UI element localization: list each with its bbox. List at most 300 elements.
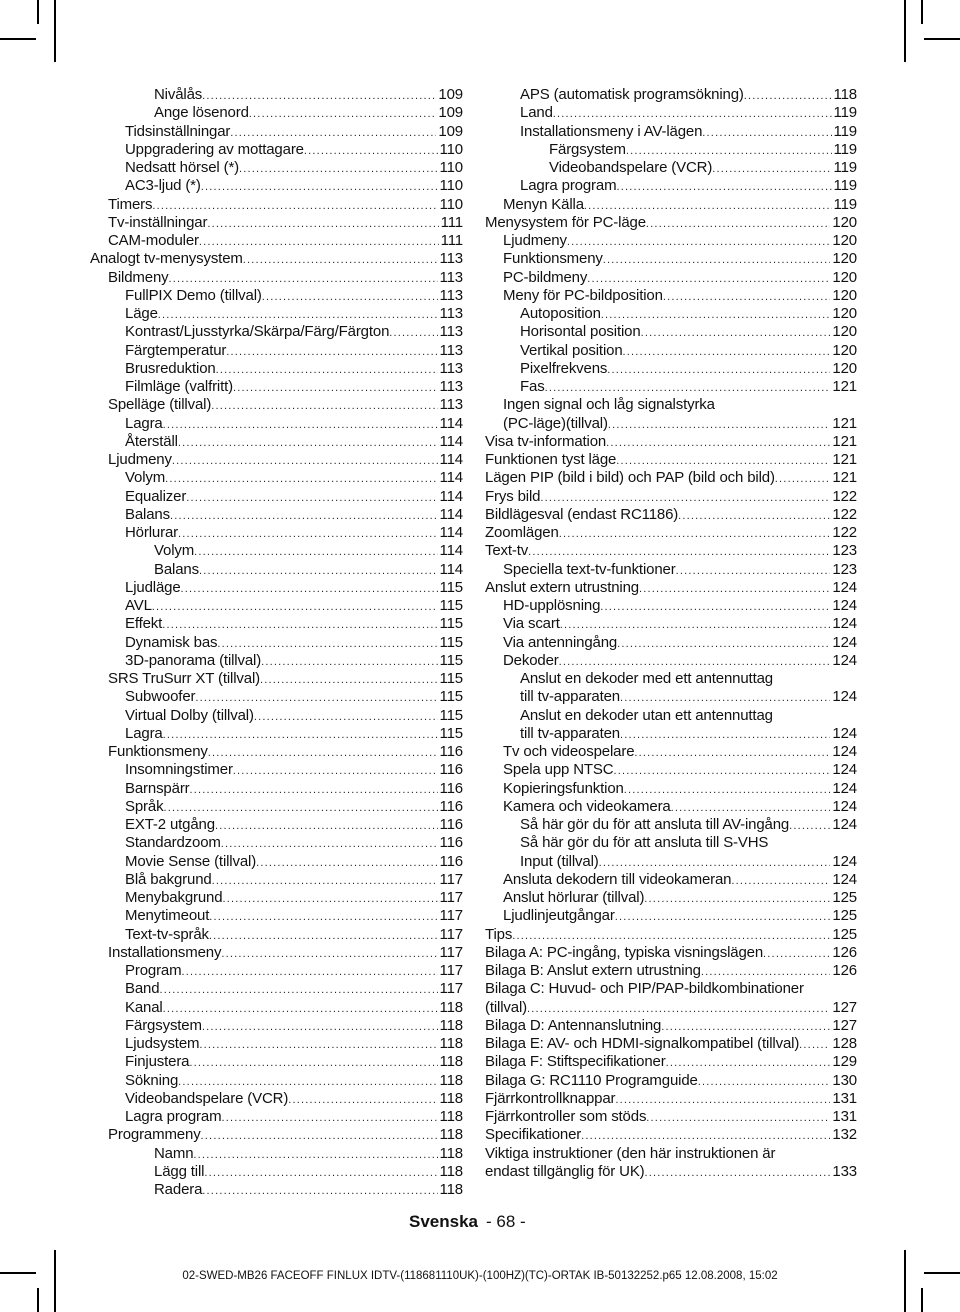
toc-dot-leader	[540, 489, 830, 507]
crop-mark	[54, 0, 56, 62]
toc-entry-title: Videobandspelare (VCR)	[125, 1089, 289, 1107]
toc-entry-title: Virtual Dolby (tillval)	[125, 706, 254, 724]
toc-page-number: 124	[832, 761, 857, 779]
toc-entry	[485, 506, 857, 524]
toc-page-number: 115	[439, 670, 463, 687]
toc-entry	[485, 305, 857, 323]
toc-entry	[485, 488, 857, 506]
toc-entry-title: Installationsmeny i AV-lägen	[520, 122, 703, 140]
toc-entry	[485, 415, 857, 433]
toc-page-number: 124	[832, 688, 857, 706]
toc-entry-title: Lägen PIP (bild i bild) och PAP (bild och bild)	[485, 469, 775, 487]
toc-entry	[485, 123, 857, 141]
toc-entry	[485, 141, 857, 159]
toc-page-number: 118	[439, 1108, 463, 1125]
toc-dot-leader	[181, 963, 437, 981]
toc-entry	[485, 1017, 857, 1035]
toc-page-number: 126	[832, 943, 857, 961]
toc-dot-leader	[613, 762, 830, 780]
toc-dot-leader	[559, 525, 831, 543]
toc-page-number: 113	[439, 286, 463, 304]
toc-page-number: 124	[832, 852, 857, 870]
toc-page-number: 116	[439, 852, 463, 870]
toc-entry	[90, 1181, 463, 1199]
toc-entry-title: Via antenningång	[503, 633, 618, 651]
toc-entry	[90, 123, 463, 141]
toc-dot-leader	[163, 416, 438, 434]
toc-page-number: 127	[832, 1016, 857, 1034]
toc-page-number: 121	[832, 414, 857, 432]
toc-dot-leader	[744, 87, 832, 105]
toc-page-number: 120	[832, 268, 857, 286]
toc-entry	[90, 561, 463, 579]
toc-page-number: 114	[439, 505, 463, 523]
toc-dot-leader	[512, 927, 830, 945]
toc-entry-title: Text-tv-språk	[125, 925, 209, 943]
toc-entry	[90, 232, 463, 250]
toc-page-number: 119	[833, 177, 857, 195]
toc-dot-leader	[626, 142, 832, 160]
toc-entry	[90, 433, 463, 451]
toc-entry	[90, 999, 463, 1017]
toc-page-number: 113	[439, 341, 463, 359]
toc-page-number: 115	[439, 578, 463, 596]
toc-dot-leader	[243, 251, 438, 269]
toc-dot-leader	[233, 762, 438, 780]
toc-dot-leader	[581, 1127, 830, 1145]
toc-entry	[485, 1145, 857, 1163]
toc-dot-leader	[152, 598, 438, 616]
toc-entry-title: 3D-panorama (tillval)	[125, 651, 262, 669]
toc-page-number: 115	[439, 688, 463, 706]
toc-page-number: 124	[832, 724, 857, 742]
toc-entry-title: Visa tv-information	[485, 432, 607, 450]
toc-entry-title: Menysystem för PC-läge	[485, 213, 646, 231]
toc-entry-title: Menybakgrund	[125, 889, 223, 906]
toc-entry	[485, 579, 857, 597]
toc-entry	[485, 159, 857, 177]
toc-dot-leader	[193, 1146, 437, 1164]
toc-page-number: 117	[439, 962, 463, 979]
toc-page-number: 115	[439, 706, 463, 724]
toc-page-number: 115	[439, 597, 463, 614]
toc-page-number: 115	[439, 615, 463, 633]
toc-page-number: 116	[439, 816, 463, 833]
toc-dot-leader	[152, 197, 437, 215]
toc-page-number: 114	[439, 451, 463, 468]
toc-page-number: 133	[832, 1162, 857, 1180]
toc-entry	[485, 597, 857, 615]
toc-entry-title: Effekt	[125, 615, 163, 633]
toc-entry-title: Spelläge (tillval)	[108, 396, 212, 414]
toc-dot-leader	[215, 817, 438, 835]
toc-dot-leader	[165, 470, 437, 488]
toc-entry	[485, 323, 857, 341]
toc-dot-leader	[698, 1073, 831, 1091]
toc-page-number: 109	[438, 104, 463, 122]
toc-entry-title: Band	[125, 980, 160, 998]
toc-entry	[90, 853, 463, 871]
toc-entry	[90, 962, 463, 980]
toc-page-number: 119	[833, 159, 857, 176]
toc-entry	[485, 834, 857, 852]
toc-page-number: 118	[439, 998, 463, 1016]
toc-page-number: 113	[439, 396, 463, 414]
toc-page-number: 118	[439, 1181, 463, 1198]
toc-page-number: 118	[439, 1035, 463, 1052]
toc-dot-leader	[587, 270, 830, 288]
toc-dot-leader	[763, 945, 830, 963]
toc-entry-title: Tv-inställningar	[108, 213, 208, 231]
toc-dot-leader	[615, 908, 831, 926]
toc-entry-title: Lagra program	[125, 1108, 222, 1125]
toc-dot-leader	[545, 379, 831, 397]
toc-entry	[90, 360, 463, 378]
toc-entry-title: Bilaga D: Antennanslutning	[485, 1016, 662, 1034]
toc-entry	[90, 1126, 463, 1144]
toc-dot-leader	[623, 343, 831, 361]
toc-entry-title: Bildmeny	[108, 268, 169, 286]
toc-dot-leader	[712, 160, 831, 178]
toc-dot-leader	[666, 1054, 831, 1072]
toc-dot-leader	[389, 324, 437, 342]
toc-page-number: 121	[832, 432, 857, 450]
toc-entry	[90, 615, 463, 633]
crop-mark	[921, 1288, 923, 1312]
toc-page-number: 114	[439, 487, 463, 505]
toc-dot-leader	[256, 854, 437, 872]
toc-entry	[90, 415, 463, 433]
toc-entry-title: Funktionsmeny	[108, 743, 208, 760]
toc-entry	[485, 853, 857, 871]
toc-entry	[90, 196, 463, 214]
toc-dot-leader	[560, 616, 831, 634]
toc-entry	[90, 670, 463, 688]
toc-entry	[485, 926, 857, 944]
toc-entry-title: Subwoofer	[125, 688, 196, 706]
toc-dot-leader	[559, 653, 831, 671]
toc-entry	[485, 652, 857, 670]
toc-entry-title: Program	[125, 962, 182, 979]
toc-page-number: 127	[832, 998, 857, 1016]
toc-page-number: 122	[832, 524, 857, 541]
toc-dot-leader	[249, 105, 437, 123]
toc-entry-title: Namn	[154, 1144, 194, 1162]
toc-entry-title: Programmeny	[108, 1126, 201, 1144]
toc-page-number: 131	[832, 1089, 857, 1107]
toc-entry	[90, 780, 463, 798]
toc-dot-leader	[181, 580, 438, 598]
toc-dot-leader	[158, 306, 438, 324]
toc-dot-leader	[204, 1164, 437, 1182]
toc-dot-leader	[671, 799, 831, 817]
toc-page-number: 115	[439, 651, 463, 669]
toc-entry	[485, 670, 857, 688]
toc-page-number: 124	[832, 816, 857, 833]
toc-entry-title: Spela upp NTSC	[503, 761, 614, 779]
toc-dot-leader	[189, 1054, 437, 1072]
toc-entry-title: Så här gör du för att ansluta till AV-ingång	[520, 816, 790, 833]
toc-page-number: 118	[439, 1089, 463, 1107]
toc-entry-title: Vertikal position	[520, 341, 623, 359]
toc-dot-leader	[789, 817, 830, 835]
toc-page-number: 113	[439, 305, 463, 322]
toc-dot-leader	[663, 288, 831, 306]
toc-entry-title: Land	[520, 104, 553, 122]
toc-entry	[90, 1163, 463, 1181]
toc-page-number: 118	[833, 86, 857, 103]
toc-dot-leader	[584, 197, 832, 215]
toc-page-number: 126	[832, 962, 857, 979]
toc-entry	[485, 196, 857, 214]
toc-page-number: 113	[439, 378, 463, 395]
toc-entry	[90, 506, 463, 524]
toc-dot-leader	[162, 616, 437, 634]
toc-entry-title: Kamera och videokamera	[503, 797, 671, 815]
toc-page-number: 120	[832, 359, 857, 377]
toc-page-number: 119	[833, 104, 857, 122]
toc-dot-leader	[624, 781, 831, 799]
toc-entry-title: Ljudläge	[125, 578, 181, 596]
toc-entry-title: Specifikationer	[485, 1126, 582, 1144]
toc-dot-leader	[172, 452, 438, 470]
toc-dot-leader	[163, 799, 437, 817]
toc-entry-title: (tillval)	[485, 998, 527, 1016]
toc-entry	[485, 542, 857, 560]
toc-page-number: 118	[439, 1016, 463, 1034]
toc-entry-title: Filmläge (valfritt)	[125, 378, 233, 395]
toc-dot-leader	[261, 653, 437, 671]
toc-dot-leader	[212, 872, 438, 890]
toc-entry-title: Anslut extern utrustning	[485, 578, 639, 596]
toc-entry	[90, 451, 463, 469]
toc-entry	[485, 396, 857, 414]
toc-dot-leader	[599, 854, 831, 872]
toc-entry	[90, 469, 463, 487]
toc-dot-leader	[199, 562, 438, 580]
toc-entry	[90, 1108, 463, 1126]
toc-entry-title: Läge	[125, 305, 158, 322]
toc-dot-leader	[527, 1000, 830, 1018]
toc-entry-title: Dynamisk bas	[125, 633, 218, 651]
toc-entry-title: Brusreduktion	[125, 359, 216, 377]
toc-entry	[90, 761, 463, 779]
toc-entry-title: Input (tillval)	[520, 852, 599, 870]
toc-entry-title: Viktiga instruktioner (den här instruktionen är	[485, 1144, 776, 1162]
toc-dot-leader	[646, 1109, 830, 1127]
toc-entry	[90, 798, 463, 816]
toc-entry-title: Fjärrkontroller som stöds	[485, 1108, 647, 1125]
toc-entry-title: Menyn Källa	[503, 195, 584, 213]
toc-entry-title: Equalizer	[125, 487, 187, 505]
toc-entry-title: Ansluta dekodern till videokameran	[503, 870, 732, 888]
toc-entry	[485, 524, 857, 542]
toc-entry-title: Bilaga E: AV- och HDMI-signalkompatibel (tillval)	[485, 1035, 800, 1052]
toc-page-number: 123	[832, 542, 857, 560]
toc-dot-leader	[207, 215, 438, 233]
toc-page-number: 116	[439, 834, 463, 852]
toc-dot-leader	[678, 507, 830, 525]
toc-dot-leader	[201, 178, 438, 196]
toc-entry-title: Ljudmeny	[108, 451, 172, 468]
toc-dot-leader	[195, 689, 437, 707]
toc-entry-title: Funktionsmeny	[503, 250, 603, 268]
toc-entry	[90, 1017, 463, 1035]
toc-dot-leader	[209, 908, 437, 926]
toc-entry-title: Frys bild	[485, 487, 541, 505]
toc-entry	[485, 1072, 857, 1090]
toc-entry	[90, 323, 463, 341]
toc-entry-title: endast tillgänglig för UK)	[485, 1162, 645, 1180]
toc-page-number: 121	[832, 451, 857, 468]
toc-entry-title: Bilaga G: RC1110 Programguide	[485, 1071, 698, 1089]
toc-entry-title: Anslut en dekoder utan ett antennuttag	[520, 706, 773, 724]
toc-entry-title: Lagra	[125, 724, 163, 742]
toc-dot-leader	[186, 489, 437, 507]
toc-entry	[485, 232, 857, 250]
crop-mark	[921, 0, 923, 24]
toc-entry-title: Tidsinställningar	[125, 122, 231, 140]
toc-page-number: 124	[832, 870, 857, 888]
toc-entry-title: Volym	[125, 469, 166, 487]
toc-entry-title: Lagra program	[520, 177, 617, 195]
toc-entry-title: Återställ	[125, 432, 178, 450]
toc-page-number: 114	[439, 560, 463, 578]
toc-entry-title: Via scart	[503, 615, 560, 633]
footer-language: Svenska	[409, 1212, 478, 1231]
toc-entry-title: (PC-läge)(tillval)	[503, 414, 608, 432]
toc-page-number: 124	[832, 633, 857, 651]
footer-file-info: 02-SWED-MB26 FACEOFF FINLUX IDTV-(118681110UK)-(100HZ)(TC)-ORTAK IB-50132252.p65 12.08.2008, 15:02	[182, 1270, 778, 1282]
toc-entry	[90, 707, 463, 725]
toc-entry	[485, 634, 857, 652]
toc-page-number: 111	[440, 232, 463, 249]
toc-dot-leader	[616, 452, 830, 470]
toc-entry	[485, 104, 857, 122]
toc-entry-title: Text-tv	[485, 542, 529, 560]
toc-entry-title: Ljudsystem	[125, 1035, 200, 1052]
toc-dot-leader	[634, 744, 830, 762]
toc-entry	[485, 1163, 857, 1181]
toc-entry	[485, 871, 857, 889]
toc-entry	[90, 524, 463, 542]
toc-dot-leader	[606, 434, 830, 452]
toc-entry	[485, 214, 857, 232]
toc-page-number: 125	[832, 925, 857, 943]
toc-entry	[485, 688, 857, 706]
toc-dot-leader	[701, 963, 831, 981]
toc-entry	[485, 980, 857, 998]
toc-entry-title: Menytimeout	[125, 907, 210, 925]
toc-page-number: 121	[832, 469, 857, 487]
crop-mark	[924, 38, 960, 40]
toc-entry-title: AC3-ljud (*)	[125, 177, 201, 195]
toc-dot-leader	[230, 124, 436, 142]
toc-entry	[90, 488, 463, 506]
toc-entry	[485, 962, 857, 980]
toc-entry	[485, 707, 857, 725]
toc-entry-title: Nedsatt hörsel (*)	[125, 159, 240, 176]
toc-dot-leader	[222, 890, 437, 908]
toc-page-number: 111	[440, 213, 463, 231]
toc-page-number: 118	[439, 1071, 463, 1089]
toc-entry	[90, 378, 463, 396]
toc-dot-leader	[288, 1091, 437, 1109]
toc-entry	[485, 761, 857, 779]
toc-page-number: 118	[439, 1162, 463, 1180]
toc-dot-leader	[170, 507, 438, 525]
toc-dot-leader	[644, 890, 830, 908]
toc-entry	[485, 86, 857, 104]
toc-entry-title: Bilaga C: Huvud- och PIP/PAP-bildkombinationer	[485, 980, 804, 998]
toc-page-number: 130	[832, 1071, 857, 1089]
toc-page-number: 114	[439, 542, 463, 560]
toc-entry-title: Tv och videospelare	[503, 743, 635, 760]
toc-entry-title: Ingen signal och låg signalstyrka	[503, 396, 715, 414]
toc-page-number: 117	[439, 870, 463, 888]
toc-entry	[90, 177, 463, 195]
toc-page-number: 116	[439, 743, 463, 760]
toc-page-number: 120	[832, 213, 857, 231]
toc-page-number: 124	[832, 779, 857, 797]
toc-entry	[485, 889, 857, 907]
toc-page-number: 110	[439, 159, 463, 176]
toc-dot-leader	[567, 233, 831, 251]
toc-entry	[90, 688, 463, 706]
crop-mark	[37, 0, 39, 24]
toc-dot-leader	[202, 1182, 437, 1200]
toc-entry	[485, 1108, 857, 1126]
toc-dot-leader	[607, 361, 830, 379]
toc-dot-leader	[262, 288, 438, 306]
toc-page-number: 120	[832, 250, 857, 268]
toc-dot-leader	[620, 726, 830, 744]
toc-entry	[90, 652, 463, 670]
toc-entry	[90, 1035, 463, 1053]
toc-entry	[485, 780, 857, 798]
page-footer	[409, 1212, 569, 1232]
toc-entry-title: Horisontal position	[520, 323, 641, 341]
toc-entry	[90, 944, 463, 962]
toc-entry	[90, 926, 463, 944]
toc-entry	[90, 834, 463, 852]
toc-entry	[90, 159, 463, 177]
toc-entry	[90, 104, 463, 122]
toc-entry	[485, 798, 857, 816]
crop-mark	[37, 1288, 39, 1312]
toc-dot-leader	[661, 1018, 830, 1036]
toc-page-number: 117	[439, 925, 463, 943]
toc-dot-leader	[646, 215, 831, 233]
toc-entry-title: APS (automatisk programsökning)	[520, 86, 744, 103]
toc-entry	[485, 1126, 857, 1144]
toc-entry-title: Språk	[125, 797, 164, 815]
toc-entry	[485, 1053, 857, 1071]
toc-entry-title: Färgsystem	[125, 1016, 202, 1034]
toc-dot-leader	[608, 416, 831, 434]
toc-entry-title: Så här gör du för att ansluta till S-VHS	[520, 834, 769, 852]
toc-dot-leader	[199, 1036, 437, 1054]
toc-entry-title: Hörlurar	[125, 524, 178, 541]
toc-page-number: 124	[832, 743, 857, 760]
toc-dot-leader	[178, 525, 438, 543]
toc-page-number: 114	[439, 469, 463, 487]
toc-entry-title: Balans	[154, 560, 199, 578]
toc-dot-leader	[239, 160, 438, 178]
toc-entry-title: Kanal	[125, 998, 163, 1016]
toc-dot-leader	[603, 251, 831, 269]
toc-page-number: 113	[439, 359, 463, 377]
